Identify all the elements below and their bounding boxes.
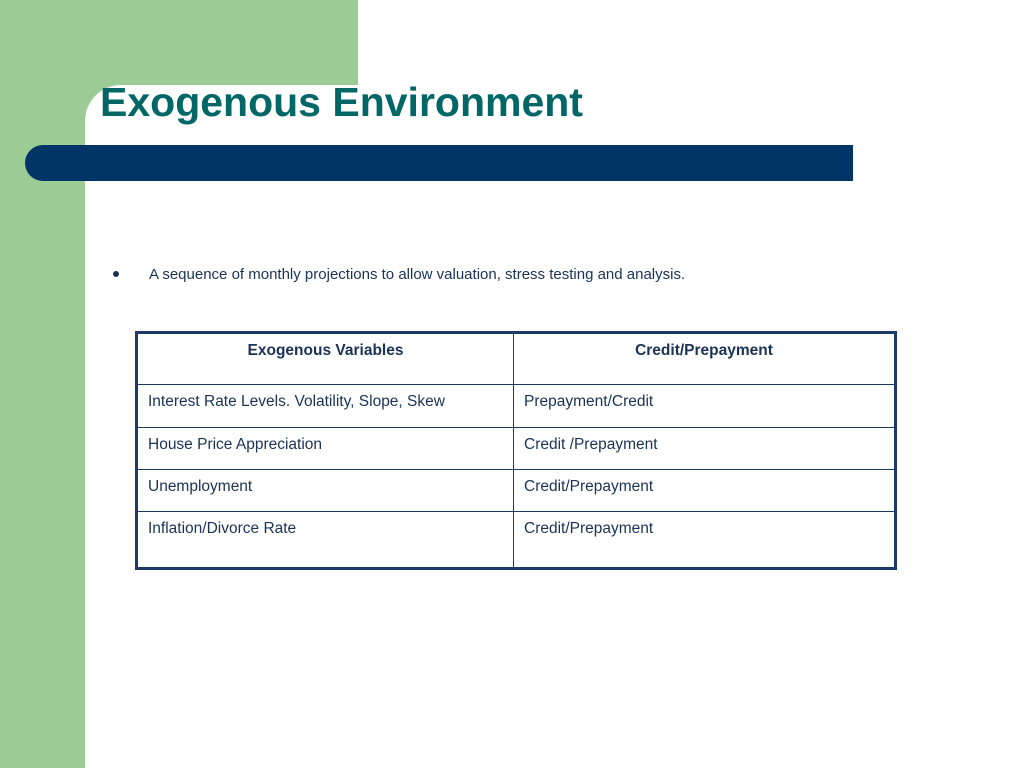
table-cell-effect: Credit/Prepayment bbox=[514, 470, 896, 512]
bullet-text: A sequence of monthly projections to allow valuation, stress testing and analysis. bbox=[149, 266, 686, 283]
table-cell-effect: Credit/Prepayment bbox=[514, 512, 896, 569]
bullet-dot-icon bbox=[113, 271, 119, 277]
table-cell-variable: Unemployment bbox=[137, 470, 514, 512]
column-header-exogenous-variables: Exogenous Variables bbox=[137, 333, 514, 385]
exogenous-variables-table bbox=[135, 331, 897, 570]
table-cell-variable: Inflation/Divorce Rate bbox=[137, 512, 514, 569]
table-row bbox=[137, 385, 896, 428]
table-cell-variable: House Price Appreciation bbox=[137, 428, 514, 470]
table-row bbox=[137, 512, 896, 569]
table-row bbox=[137, 470, 896, 512]
title-underline-bar bbox=[25, 145, 853, 181]
bullet-item bbox=[113, 265, 685, 285]
table-cell-variable: Interest Rate Levels. Volatility, Slope, Skew bbox=[137, 385, 514, 428]
slide-title: Exogenous Environment bbox=[100, 79, 583, 125]
table-header-row bbox=[137, 333, 896, 385]
table-cell-effect: Prepayment/Credit bbox=[514, 385, 896, 428]
table-row bbox=[137, 428, 896, 470]
table-cell-effect: Credit /Prepayment bbox=[514, 428, 896, 470]
column-header-credit-prepayment: Credit/Prepayment bbox=[514, 333, 896, 385]
